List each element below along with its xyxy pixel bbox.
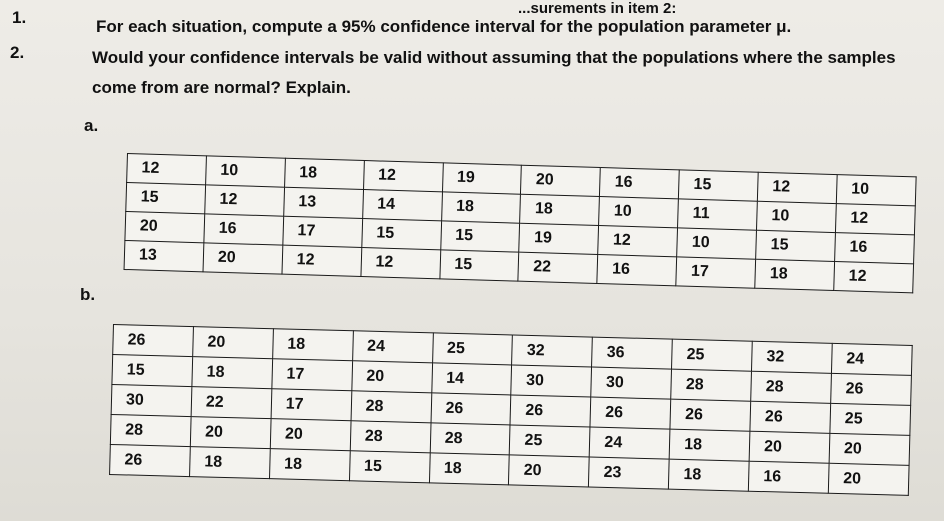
table-cell: 18 xyxy=(669,459,750,491)
table-cell: 18 xyxy=(192,357,273,389)
table-cell: 12 xyxy=(205,185,285,216)
table-cell: 17 xyxy=(676,257,756,288)
table-cell: 15 xyxy=(126,183,206,214)
table-cell: 30 xyxy=(111,384,192,416)
table-cell: 22 xyxy=(518,252,598,283)
table-cell: 22 xyxy=(191,387,272,419)
table-cell: 12 xyxy=(835,204,915,235)
table-cell: 12 xyxy=(127,154,207,185)
table-cell: 10 xyxy=(205,156,285,187)
table-cell: 20 xyxy=(125,211,205,242)
table-cell: 19 xyxy=(442,163,522,194)
table-cell: 18 xyxy=(520,194,600,225)
table-cell: 15 xyxy=(112,355,193,387)
table-cell: 13 xyxy=(124,240,204,271)
table-cell: 18 xyxy=(441,192,521,223)
label-b: b. xyxy=(80,285,96,304)
table-cell: 10 xyxy=(599,197,679,228)
item-1-number: 1. xyxy=(12,8,27,27)
table-cell: 24 xyxy=(831,343,912,375)
table-cell: 26 xyxy=(590,397,671,429)
table-cell: 24 xyxy=(352,331,433,363)
table-cell: 12 xyxy=(363,161,443,192)
table-cell: 30 xyxy=(591,367,672,399)
table-cell: 17 xyxy=(283,216,363,247)
table-cell: 18 xyxy=(269,449,350,481)
table-cell: 28 xyxy=(350,421,431,453)
table-cell: 20 xyxy=(270,419,351,451)
table-cell: 26 xyxy=(510,395,591,427)
table-cell: 10 xyxy=(757,201,837,232)
table-cell: 20 xyxy=(749,431,830,463)
table-cell: 26 xyxy=(670,399,751,431)
table-cell: 25 xyxy=(510,425,591,457)
table-cell: 12 xyxy=(361,247,441,278)
item-1-text: For each situation, compute a 95% confidence interval for the population parameter μ. xyxy=(96,17,792,36)
table-cell: 18 xyxy=(669,429,750,461)
table-cell: 28 xyxy=(110,414,191,446)
table-cell: 28 xyxy=(430,423,511,455)
table-cell: 12 xyxy=(757,172,837,203)
table-cell: 16 xyxy=(204,214,284,245)
table-cell: 14 xyxy=(362,190,442,221)
table-cell: 32 xyxy=(512,335,593,367)
table-cell: 36 xyxy=(592,337,673,369)
table-cell: 15 xyxy=(439,250,519,281)
table-cell: 26 xyxy=(110,444,191,476)
table-cell: 20 xyxy=(193,327,274,359)
table-cell: 18 xyxy=(272,329,353,361)
table-cell: 20 xyxy=(509,455,590,487)
table-cell: 11 xyxy=(678,199,758,230)
table-cell: 20 xyxy=(521,165,601,196)
table-cell: 14 xyxy=(431,363,512,395)
table-cell: 12 xyxy=(598,226,678,257)
table-cell: 26 xyxy=(831,373,912,405)
table-cell: 16 xyxy=(600,168,680,199)
table-cell: 18 xyxy=(429,453,510,485)
table-cell: 12 xyxy=(282,245,362,276)
table-cell: 18 xyxy=(189,447,270,479)
table-cell: 26 xyxy=(750,401,831,433)
table-cell: 19 xyxy=(519,223,599,254)
table-cell: 15 xyxy=(361,219,441,250)
table-cell: 32 xyxy=(752,341,833,373)
table-cell: 20 xyxy=(190,417,271,449)
table-cell: 28 xyxy=(671,369,752,401)
table-cell: 12 xyxy=(834,262,914,293)
item-2-number: 2. xyxy=(10,43,25,62)
table-cell: 23 xyxy=(589,457,670,489)
table-cell: 17 xyxy=(272,359,353,391)
table-cell: 26 xyxy=(113,325,194,357)
table-cell: 15 xyxy=(349,451,430,483)
table-cell: 13 xyxy=(283,187,363,218)
table-cell: 30 xyxy=(511,365,592,397)
label-a: a. xyxy=(84,116,99,135)
table-cell: 16 xyxy=(748,461,829,493)
table-cell: 16 xyxy=(597,255,677,286)
table-cell: 10 xyxy=(836,175,916,206)
table-cell: 16 xyxy=(835,233,915,264)
table-cell: 17 xyxy=(271,389,352,421)
table-cell: 25 xyxy=(672,339,753,371)
table-cell: 15 xyxy=(756,230,836,261)
data-table-b xyxy=(109,324,913,496)
table-cell: 28 xyxy=(351,391,432,423)
header-partial-text: ...surements in item 2: xyxy=(518,0,677,17)
table-cell: 25 xyxy=(432,333,513,365)
table-cell: 20 xyxy=(828,463,909,495)
table-cell: 20 xyxy=(352,361,433,393)
table-cell: 20 xyxy=(829,433,910,465)
table-cell: 18 xyxy=(284,158,364,189)
table-cell: 15 xyxy=(440,221,520,252)
item-2-text: Would your confidence intervals be valid without assuming that the populations where the samples come from are normal? Explain. xyxy=(92,48,896,97)
table-cell: 26 xyxy=(431,393,512,425)
table-cell: 15 xyxy=(679,170,759,201)
data-table-a xyxy=(124,153,917,293)
table-cell: 10 xyxy=(677,228,757,259)
table-cell: 20 xyxy=(203,243,283,274)
table-cell: 24 xyxy=(590,427,671,459)
table-cell: 25 xyxy=(830,403,911,435)
table-cell: 18 xyxy=(755,259,835,290)
table-cell: 28 xyxy=(751,371,832,403)
